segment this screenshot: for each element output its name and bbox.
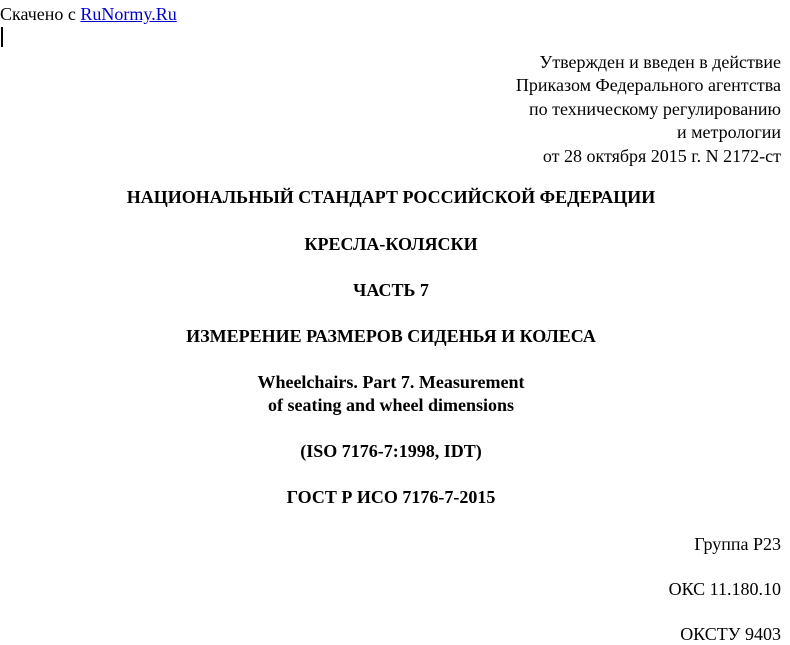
- english-title-line-1: Wheelchairs. Part 7. Measurement: [257, 372, 525, 392]
- english-title-line-2: of seating and wheel dimensions: [267, 395, 515, 415]
- part-title: ЧАСТЬ 7: [353, 280, 429, 300]
- approval-line: и метрологии: [677, 122, 781, 143]
- source-prefix: Скачено с: [0, 4, 81, 24]
- okstu-code: ОКСТУ 9403: [680, 624, 781, 644]
- approval-block: [516, 51, 781, 168]
- group-code: Группа Р23: [694, 534, 781, 554]
- subject-title: ИЗМЕРЕНИЕ РАЗМЕРОВ СИДЕНЬЯ И КОЛЕСА: [186, 326, 596, 346]
- oks-code: ОКС 11.180.10: [668, 579, 781, 599]
- approval-line: Приказом Федерального агентства: [515, 75, 781, 96]
- text-cursor: [1, 27, 3, 47]
- source-line: [0, 3, 177, 25]
- approval-line: Утвержден и введен в действие: [539, 52, 781, 72]
- approval-date-line: от 28 октября 2015 г. N 2172-ст: [542, 145, 781, 166]
- iso-reference: (ISO 7176-7:1998, IDT): [300, 441, 482, 461]
- gost-number: ГОСТ Р ИСО 7176-7-2015: [286, 487, 496, 507]
- product-title: КРЕСЛА-КОЛЯСКИ: [304, 234, 478, 254]
- national-standard-title: НАЦИОНАЛЬНЫЙ СТАНДАРТ РОССИЙСКОЙ ФЕДЕРАЦИИ: [126, 187, 656, 207]
- approval-line: по техническому регулированию: [528, 98, 781, 119]
- source-link[interactable]: RuNormy.Ru: [80, 4, 177, 24]
